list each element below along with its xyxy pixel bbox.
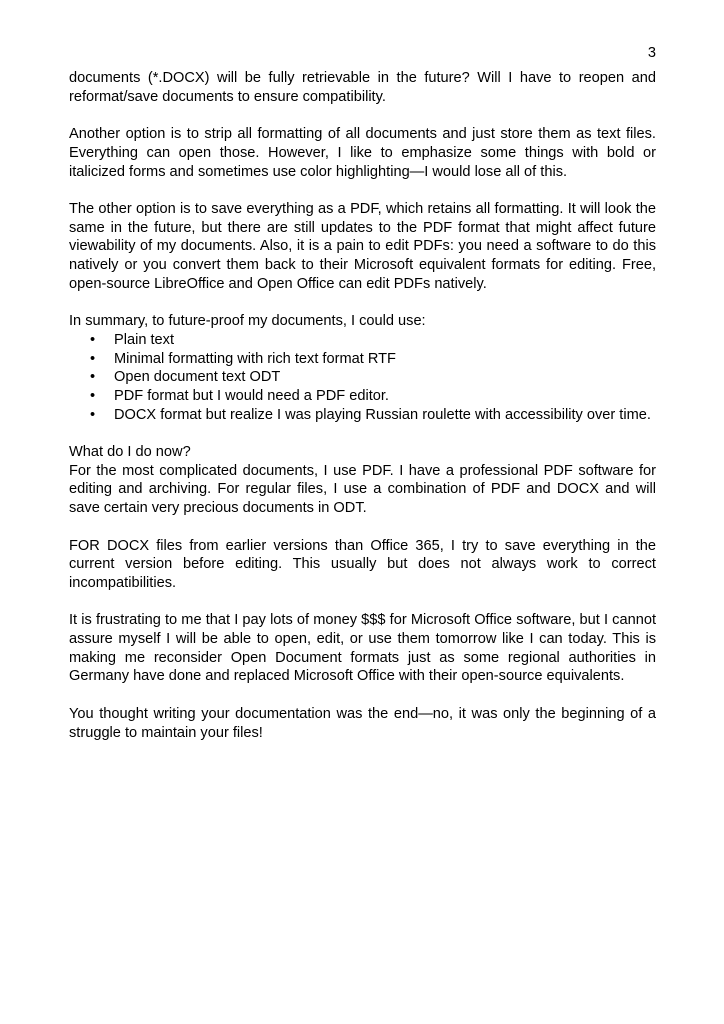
paragraph-pdf-option: The other option is to save everything as a PDF, which retains all formatting. It will look the same in the future, but there are still updates to the PDF format that might affect future viewability of my documents. Also, it is a pain to edit PDFs: you need a software to do this natively or you convert them back to their Microsoft equivalent formats for editing. Free, open-source LibreOffice and Open Office can edit PDFs natively. [69, 200, 656, 292]
list-item [69, 350, 656, 369]
what-now-heading: What do I do now? [69, 444, 191, 460]
list-item [69, 368, 656, 387]
paragraph-frustration: It is frustrating to me that I pay lots of money $$$ for Microsoft Office software, but I cannot assure myself I will be able to open, edit, or use them tomorrow like I can today. This is making me reconsider Open Document formats just as some regional authorities in Germany have done and replaced Microsoft Office with their open-source equivalents. [69, 612, 656, 685]
format-options-list [69, 331, 656, 425]
page-number: 3 [647, 45, 656, 61]
paragraph-current-practice: For the most complicated documents, I use PDF. I have a professional PDF software for editing and archiving. For regular files, I use a combination of PDF and DOCX and will save certain very precious documents in ODT. [69, 462, 656, 517]
bullet-icon: • [90, 350, 96, 367]
paragraph-conclusion: You thought writing your documentation was the end—no, it was only the beginning of a struggle to maintain your files! [69, 705, 656, 741]
bullet-icon: • [90, 406, 96, 423]
bullet-icon: • [90, 331, 96, 348]
list-item-text: DOCX format but realize I was playing Russian roulette with accessibility over time. [114, 406, 651, 423]
paragraph-docx-versions: FOR DOCX files from earlier versions than Office 365, I try to save everything in the current version before editing. This usually but does not always work to correct incompatibilities. [69, 537, 656, 591]
list-item-text: Minimal formatting with rich text format RTF [114, 350, 396, 367]
document-body [69, 69, 656, 761]
list-item-text: Plain text [114, 331, 175, 348]
list-item [69, 331, 656, 350]
paragraph-docx-retrievability: documents (*.DOCX) will be fully retrievable in the future? Will I have to reopen and reformat/save documents to ensure compatibility. [69, 70, 656, 105]
list-item-text: PDF format but I would need a PDF editor. [114, 387, 389, 404]
bullet-icon: • [90, 369, 96, 386]
list-item [69, 406, 656, 425]
list-item-text: Open document text ODT [114, 369, 281, 386]
list-item [69, 387, 656, 406]
summary-intro: In summary, to future-proof my documents, I could use: [69, 313, 426, 330]
paragraph-text-files-option: Another option is to strip all formatting of all documents and just store them as text files. Everything can open those. However, I like to emphasize some things with bold or italicized forms and sometimes use color highlighting—I would lose all of this. [69, 126, 656, 180]
bullet-icon: • [90, 387, 96, 404]
